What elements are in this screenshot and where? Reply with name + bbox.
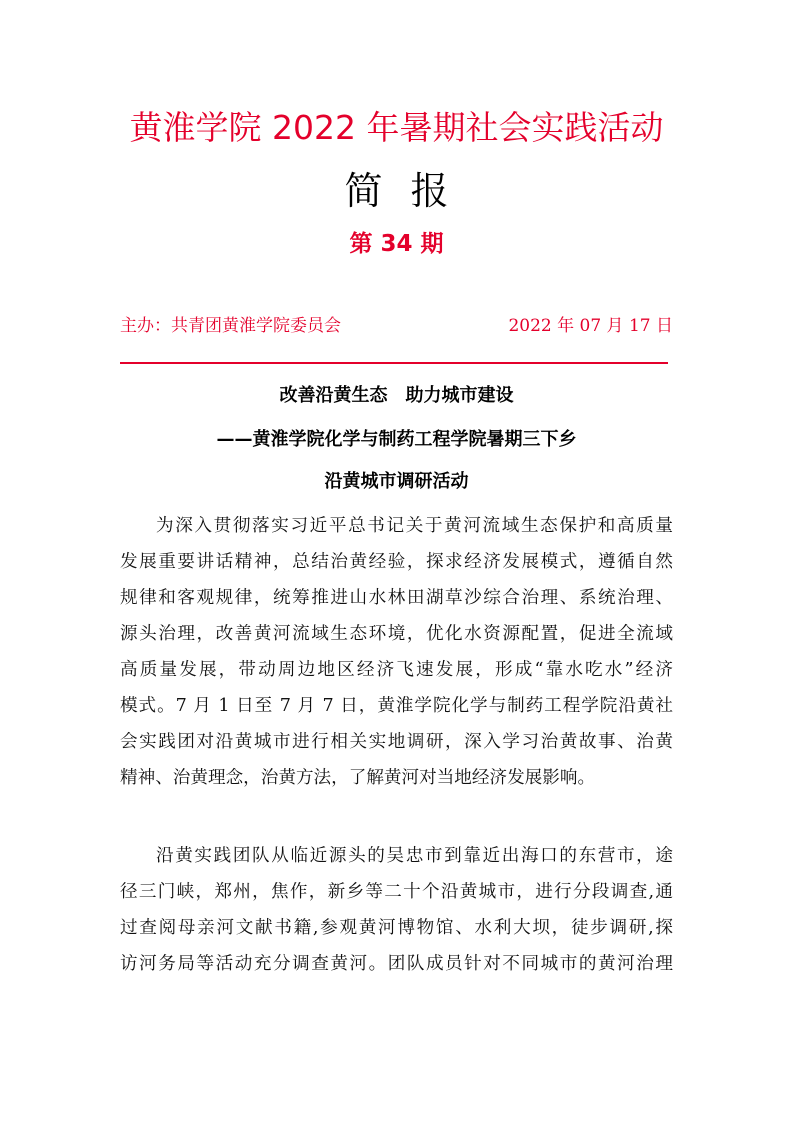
body-paragraph-2 — [120, 838, 673, 982]
article-title-subtitle: ——黄淮学院化学与制药工程学院暑期三下乡 — [216, 429, 577, 450]
body-line: 为深入贯彻落实习近平总书记关于黄河流域生态保护和高质量 — [156, 516, 673, 536]
body-line: 高质量发展，带动周边地区经济飞速发展，形成“靠水吃水”经济 — [120, 660, 673, 680]
body-line: 访河务局等活动充分调查黄河。团队成员针对不同城市的黄河治理 — [120, 954, 673, 974]
body-line: 源头治理，改善黄河流域生态环境，优化水资源配置，促进全流域 — [120, 624, 673, 644]
body-line: 模式。7 月 1 日至 7 月 7 日，黄淮学院化学与制药工程学院沿黄社 — [120, 696, 673, 716]
body-line: 精神、治黄理念，治黄方法，了解黄河对当地经济发展影响。 — [120, 768, 596, 788]
body-line: 沿黄实践团队从临近源头的吴忠市到靠近出海口的东营市，途 — [156, 846, 673, 866]
body-line: 会实践团对沿黄城市进行相关实地调研，深入学习治黄故事、治黄 — [120, 732, 673, 752]
body-line: 规律和客观规律，统筹推进山水林田湖草沙综合治理、系统治理、 — [120, 588, 673, 608]
header-divider — [120, 362, 668, 364]
body-line: 过查阅母亲河文献书籍,参观黄河博物馆、水利大坝，徒步调研,探 — [120, 918, 673, 938]
organizer-text: 主办：共青团黄淮学院委员会 — [120, 316, 341, 336]
article-title-main: 改善沿黄生态 助力城市建设 — [279, 385, 514, 406]
body-line: 径三门峡，郑州，焦作，新乡等二十个沿黄城市，进行分段调查,通 — [120, 882, 673, 902]
body-paragraph-1 — [120, 508, 673, 796]
publish-date: 2022 年 07 月 17 日 — [508, 316, 673, 336]
body-line: 发展重要讲话精神，总结治黄经验，探求经济发展模式，遵循自然 — [120, 552, 673, 572]
issue-number: 第 34 期 — [349, 231, 444, 257]
bulletin-header-title: 黄淮学院 2022 年暑期社会实践活动 — [129, 108, 664, 147]
bulletin-header-subtitle: 简报 — [344, 169, 477, 213]
article-title-subtitle-cont: 沿黄城市调研活动 — [324, 471, 469, 492]
